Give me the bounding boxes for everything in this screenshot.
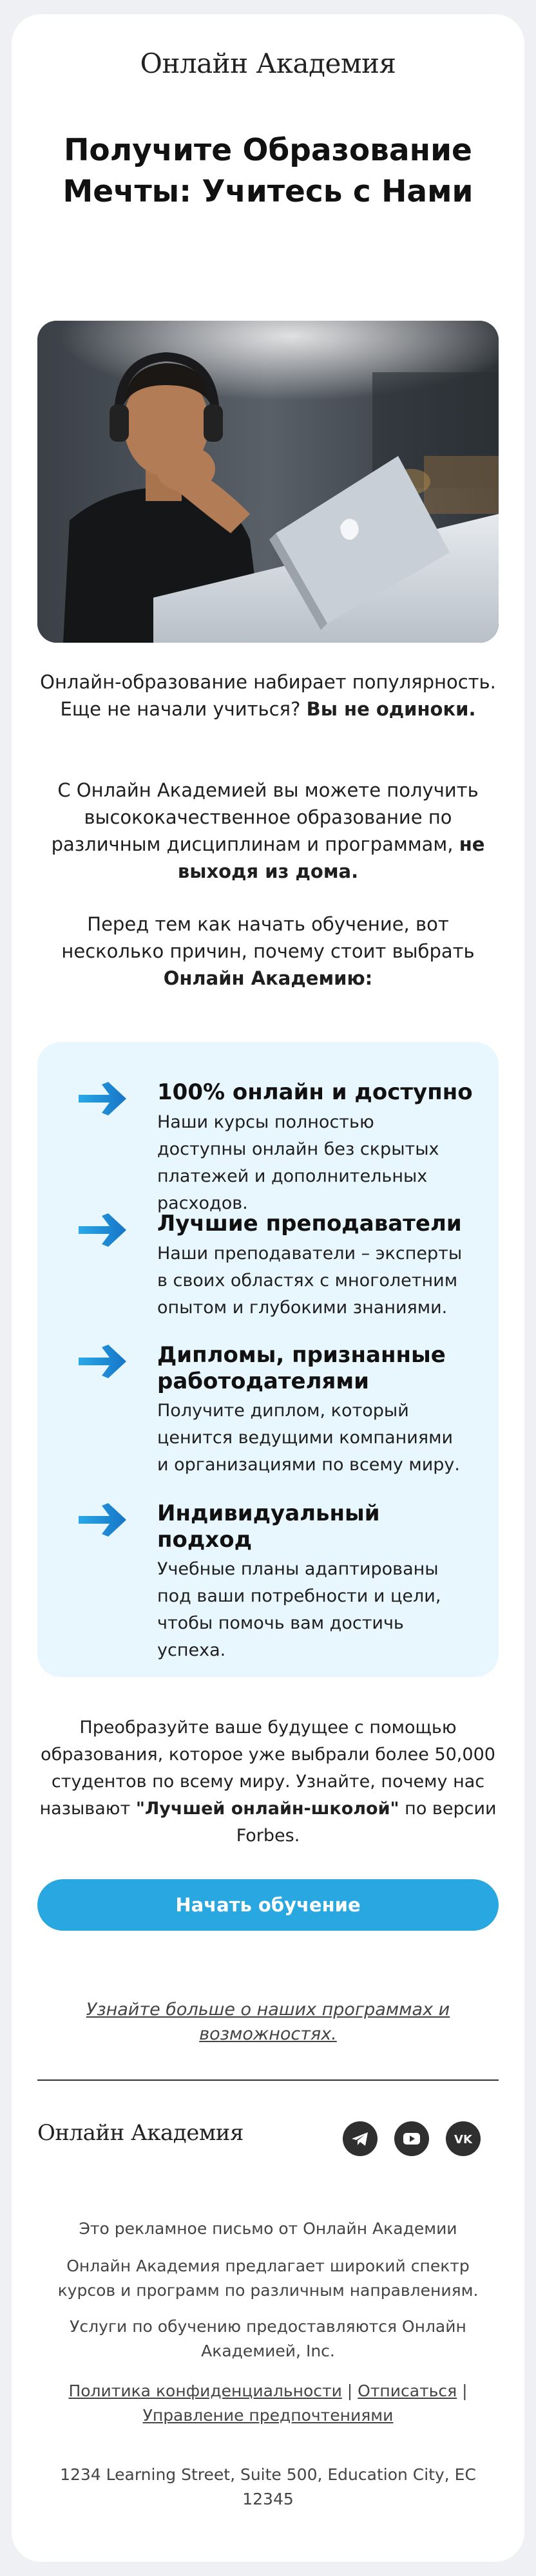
unsubscribe-link[interactable]: Отписаться [358,2382,457,2400]
arrow-right-icon [76,1501,130,1539]
learn-more-link[interactable]: Узнайте больше о наших программах и возможностях. [86,2000,450,2044]
footer-links [37,2379,499,2428]
hero-title: Получите Образование Мечты: Учитесь с Нами [62,133,474,209]
intro-paragraph-2 [37,777,499,885]
student-laptop-photo [37,321,499,643]
outro-text-b: по версии Forbes. [236,1799,497,1846]
benefit-text: Наши преподаватели – эксперты в своих областях с многолетним опытом и глубокими знаниями. [157,1244,463,1318]
intro-bold-1: Вы не одиноки. [306,698,476,720]
manage-preferences-link[interactable]: Управление предпочтениями [142,2406,394,2425]
benefit-text: Учебные планы адаптированы под ваши потребности и цели, чтобы помочь вам достичь успеха. [157,1559,441,1660]
footer-logo: Онлайн Академия [37,2120,244,2146]
footer-divider [37,2079,499,2081]
vk-icon[interactable] [446,2121,481,2156]
footer-address: 1234 Learning Street, Suite 500, Education City, EC 12345 [60,2465,476,2508]
email-card [12,14,524,2562]
benefit-title: Дипломы, признанные работодателями [157,1342,446,1394]
hero-image [37,321,499,643]
benefit-text: Наши курсы полностью доступны онлайн без скрытых платежей и дополнительных расходов. [157,1112,439,1213]
vk-glyph: VK [454,2133,472,2146]
arrow-right-icon [76,1211,130,1249]
intro-text-3: Перед тем как начать обучение, вот несколько причин, почему стоит выбрать [61,913,475,962]
youtube-icon[interactable] [394,2121,429,2156]
outro-paragraph [37,1714,499,1850]
intro-paragraph-3 [37,911,499,992]
benefits-box [37,1042,499,1677]
benefit-title: 100% онлайн и доступно [157,1079,473,1105]
outro-bold: "Лучшей онлайн-школой" [135,1799,399,1819]
footer-ad-notice: Это рекламное письмо от Онлайн Академии [79,2219,457,2238]
intro-bold-2: не выходя из дома. [177,833,485,882]
benefit-title: Индивидуальный подход [157,1501,380,1553]
brand-logo: Онлайн Академия [140,48,396,79]
benefit-title: Лучшие преподаватели [157,1211,462,1236]
intro-text-2: С Онлайн Академией вы можете получить высококачественное образование по различным дисциплинам и программам, [51,779,479,855]
telegram-icon[interactable] [343,2121,378,2156]
footer-provider: Услуги по обучению предоставляются Онлайн Академией, Inc. [70,2317,466,2360]
outro-text-a: Преобразуйте ваше будущее с помощью образования, которое уже выбрали более 50,000 студентов по всему миру. Узнайте, почему нас называют [39,1718,495,1819]
intro-bold-3: Онлайн Академию: [163,967,373,989]
start-learning-button[interactable]: Начать обучение [37,1879,499,1931]
intro-paragraph-1 [37,668,499,723]
benefit-text: Получите диплом, который ценится ведущими компаниями и организациями по всему миру. [157,1401,460,1475]
privacy-policy-link[interactable]: Политика конфиденциальности [68,2382,342,2400]
intro-text-1: Онлайн-образование набирает популярность. Еще не начали учиться? [40,671,496,720]
link-separator: | [347,2382,353,2400]
footer-description: Онлайн Академия предлагает широкий спектр курсов и программ по различным направлениям. [57,2257,479,2300]
arrow-right-icon [76,1342,130,1381]
arrow-right-icon [76,1079,130,1118]
link-separator: | [462,2382,468,2400]
